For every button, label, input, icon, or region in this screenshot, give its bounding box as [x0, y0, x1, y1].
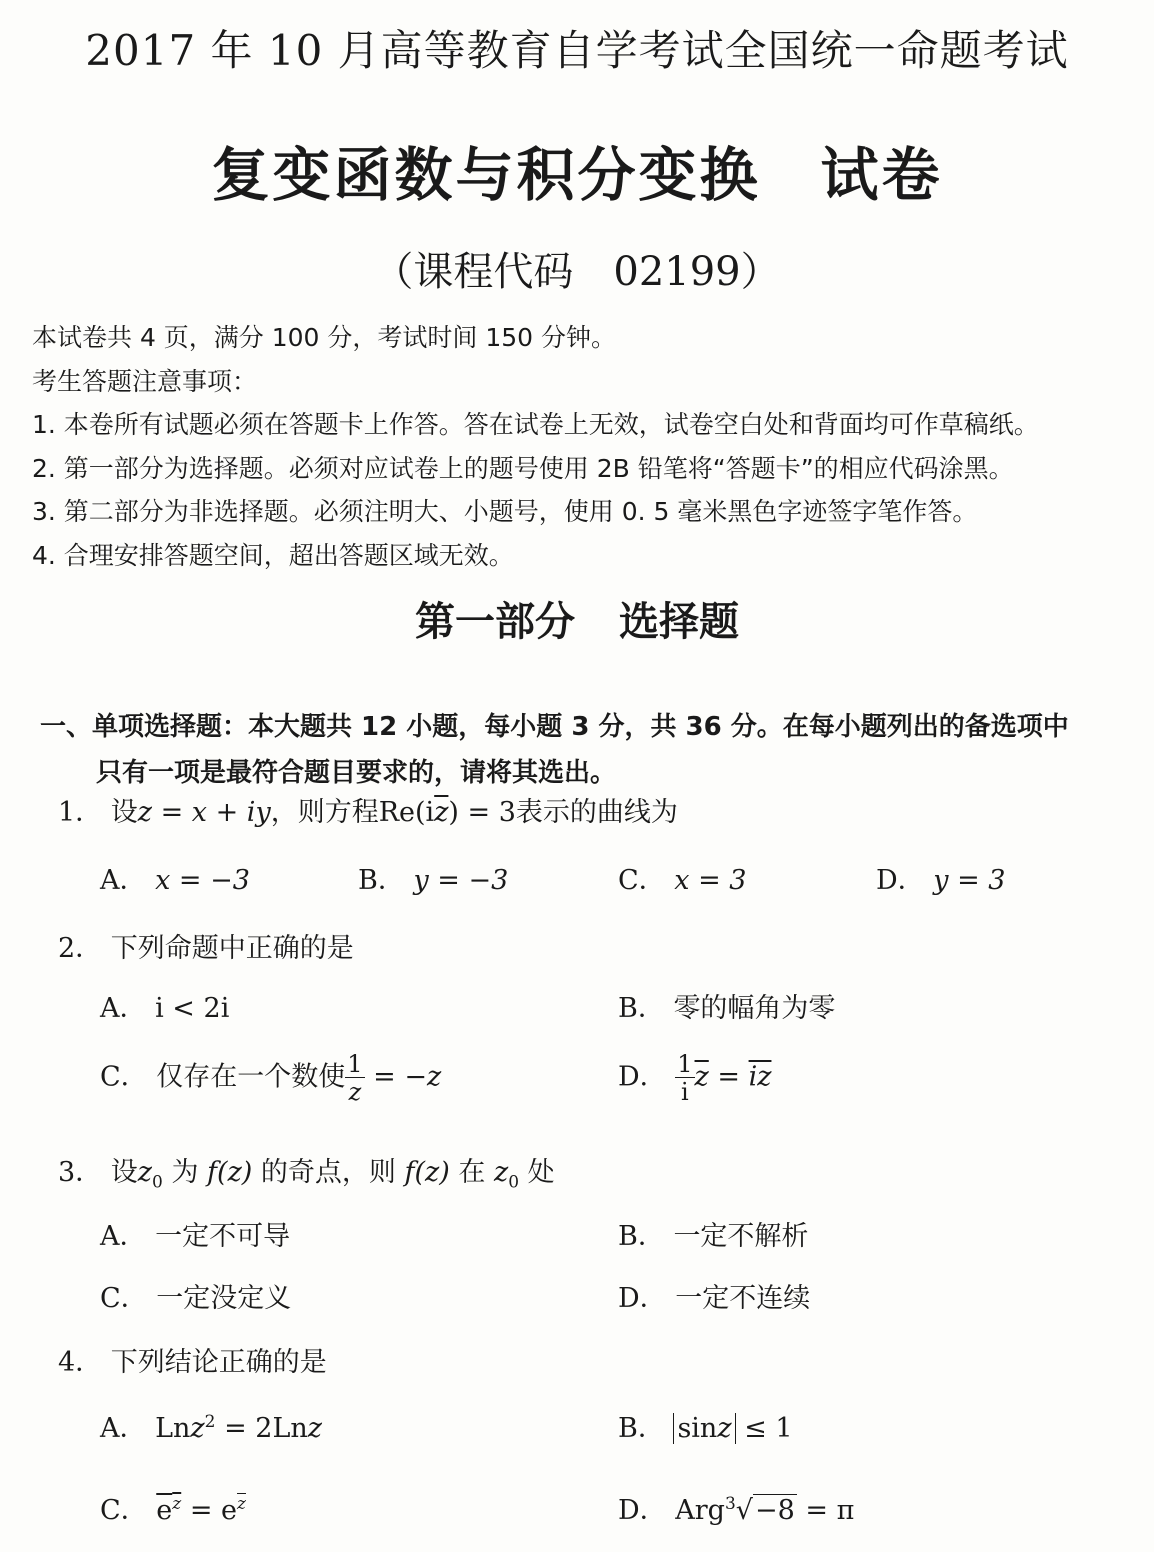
note-item: 3. 第二部分为非选择题。必须注明大、小题号，使用 0. 5 毫米黑色字迹签字笔作答。 [32, 497, 978, 526]
option-text: x = −3 [155, 865, 250, 896]
option-label: B． [358, 865, 405, 896]
option-a[interactable] [100, 858, 250, 897]
question-text: 设 [110, 797, 138, 828]
option-b[interactable] [618, 1406, 793, 1445]
question-number: 1． [58, 797, 103, 828]
option-a[interactable] [100, 1214, 290, 1253]
option-label: A． [100, 993, 147, 1024]
option-label: C． [100, 1061, 148, 1093]
paper-title-subject: 复变函数与积分变换 [211, 141, 761, 209]
course-code [0, 240, 1154, 297]
option-label: B． [618, 1221, 665, 1252]
option-text: y = −3 [413, 865, 509, 896]
fraction-denominator: z [348, 1078, 362, 1106]
note-item: 2. 第一部分为选择题。必须对应试卷上的题号使用 2B 铅笔将“答题卡”的相应代码涂黑。 [32, 454, 1014, 483]
note-item: 4. 合理安排答题空间，超出答题区域无效。 [32, 541, 514, 570]
option-text: 一定不解析 [673, 1221, 809, 1252]
question-number: 3． [58, 1157, 103, 1188]
part-title-name: 选择题 [619, 599, 739, 645]
math-fraction [345, 1052, 364, 1104]
option-label: C． [100, 1283, 148, 1314]
math-expression: Re(i [378, 797, 435, 828]
paper-title-suffix: 试卷 [820, 141, 943, 209]
option-text: 一定没定义 [156, 1283, 292, 1314]
math-expression: z [137, 1157, 153, 1188]
question-text: 处 [527, 1157, 555, 1188]
math-expression: z [190, 1413, 205, 1444]
math-expression: = −z [373, 1061, 442, 1093]
math-expression: z [717, 1413, 732, 1444]
paper-title [0, 128, 1154, 212]
option-label: D． [618, 1495, 667, 1526]
math-fraction [675, 1052, 694, 1104]
fraction-numerator: 1 [347, 1050, 363, 1078]
math-superscript: z [237, 1494, 246, 1514]
option-label: A． [100, 1221, 147, 1252]
math-subscript: 0 [508, 1172, 520, 1193]
exam-title: 2017 年 10 月高等教育自学考试全国统一命题考试 [85, 26, 1069, 75]
question-text: 在 [458, 1157, 486, 1188]
option-d[interactable] [618, 1276, 810, 1315]
math-expression: z = x + iy [137, 797, 271, 828]
option-a[interactable] [100, 986, 229, 1025]
option-b[interactable] [618, 1214, 808, 1253]
math-conjugate: $\overline{z}$ [434, 797, 449, 828]
math-expression: (z) [217, 1157, 253, 1188]
option-text: 零的幅角为零 [673, 993, 836, 1024]
question-text: 下列命题中正确的是 [110, 933, 354, 964]
question-text: 表示的曲线为 [515, 797, 678, 828]
fraction-numerator: 1 [677, 1050, 693, 1078]
math-absolute-value [673, 1413, 735, 1444]
question-number: 2． [58, 933, 103, 964]
option-label: A． [100, 1413, 147, 1444]
option-d[interactable] [876, 858, 1005, 897]
question-3 [58, 1150, 555, 1192]
option-c[interactable] [100, 1052, 441, 1104]
option-label: D． [618, 1283, 667, 1314]
option-d[interactable] [618, 1052, 771, 1104]
math-expression: sin [677, 1413, 718, 1444]
note-item: 1. 本卷所有试题必须在答题卡上作答。答在试卷上无效，试卷空白处和背面均可作草稿纸。 [32, 410, 1039, 439]
math-conjugate: $\overline{z}$ [694, 1061, 709, 1093]
math-radicand: −8 [755, 1495, 795, 1526]
math-expression: = [717, 1061, 740, 1093]
math-expression: f [207, 1157, 218, 1188]
math-expression: f [404, 1157, 415, 1188]
option-c[interactable] [618, 858, 746, 897]
option-label: B． [618, 993, 665, 1024]
option-b[interactable] [358, 858, 508, 897]
math-expression: Arg [675, 1495, 725, 1526]
option-text: x = 3 [674, 865, 747, 896]
option-label: A． [100, 865, 147, 896]
option-b[interactable] [618, 986, 835, 1025]
part-title [0, 590, 1154, 647]
math-conjugate: $\overline{iz}$ [748, 1061, 772, 1093]
math-expression: e [221, 1495, 238, 1526]
math-expression: = π [805, 1495, 855, 1526]
math-expression: e [156, 1495, 173, 1526]
math-expression: = [189, 1495, 213, 1526]
question-number: 4． [58, 1347, 103, 1378]
math-expression: = 2Ln [224, 1413, 308, 1444]
question-text: 的奇点，则 [260, 1157, 396, 1188]
math-subscript: 0 [152, 1172, 163, 1193]
option-label: D． [618, 1061, 667, 1093]
part-title-number: 第一部分 [415, 599, 575, 645]
course-code-label: （课程代码 [373, 249, 574, 295]
notes-heading: 考生答题注意事项： [32, 367, 258, 396]
option-text: 一定不可导 [155, 1221, 291, 1252]
option-text: y = 3 [933, 865, 1006, 896]
option-label: B． [618, 1413, 665, 1444]
fraction-denominator: i [681, 1078, 689, 1106]
question-text: 设 [110, 1157, 138, 1188]
math-expression: ≤ 1 [744, 1413, 793, 1444]
math-expression: z [307, 1413, 323, 1444]
math-root-index: 3 [724, 1494, 736, 1514]
course-code-value: 02199） [613, 249, 781, 295]
math-superscript: 2 [204, 1412, 216, 1432]
exam-summary: 本试卷共 4 页，满分 100 分，考试时间 150 分钟。 [32, 323, 617, 352]
question-text: 为 [171, 1157, 199, 1188]
math-conjugate [156, 1495, 181, 1526]
math-expression: (z) [414, 1157, 450, 1188]
section-instructions-cont: 只有一项是最符合题目要求的，请将其选出。 [96, 758, 617, 788]
option-text: i < 2i [155, 993, 230, 1024]
question-1 [58, 790, 678, 829]
question-text: 下列结论正确的是 [110, 1347, 327, 1378]
option-label: D． [876, 865, 925, 896]
math-expression: Ln [155, 1413, 191, 1444]
section-instructions: 一、单项选择题：本大题共 12 小题，每小题 3 分，共 36 分。在每小题列出的备选项中 [40, 712, 1069, 742]
option-label: C． [100, 1495, 148, 1526]
math-superscript: z [172, 1494, 182, 1514]
option-d[interactable]: D． Arg$^3$√−8 = π [618, 1494, 855, 1526]
option-a[interactable] [100, 1406, 322, 1445]
question-2 [58, 926, 354, 965]
option-c[interactable] [100, 1488, 246, 1527]
math-expression: ) = 3 [448, 797, 516, 828]
option-label: C． [618, 865, 666, 896]
option-text: 一定不连续 [675, 1283, 811, 1314]
option-text: 仅存在一个数使 [156, 1061, 346, 1093]
math-expression: z [494, 1157, 509, 1188]
question-4 [58, 1340, 327, 1379]
question-text: ，则方程 [270, 797, 379, 828]
option-c[interactable] [100, 1276, 291, 1315]
